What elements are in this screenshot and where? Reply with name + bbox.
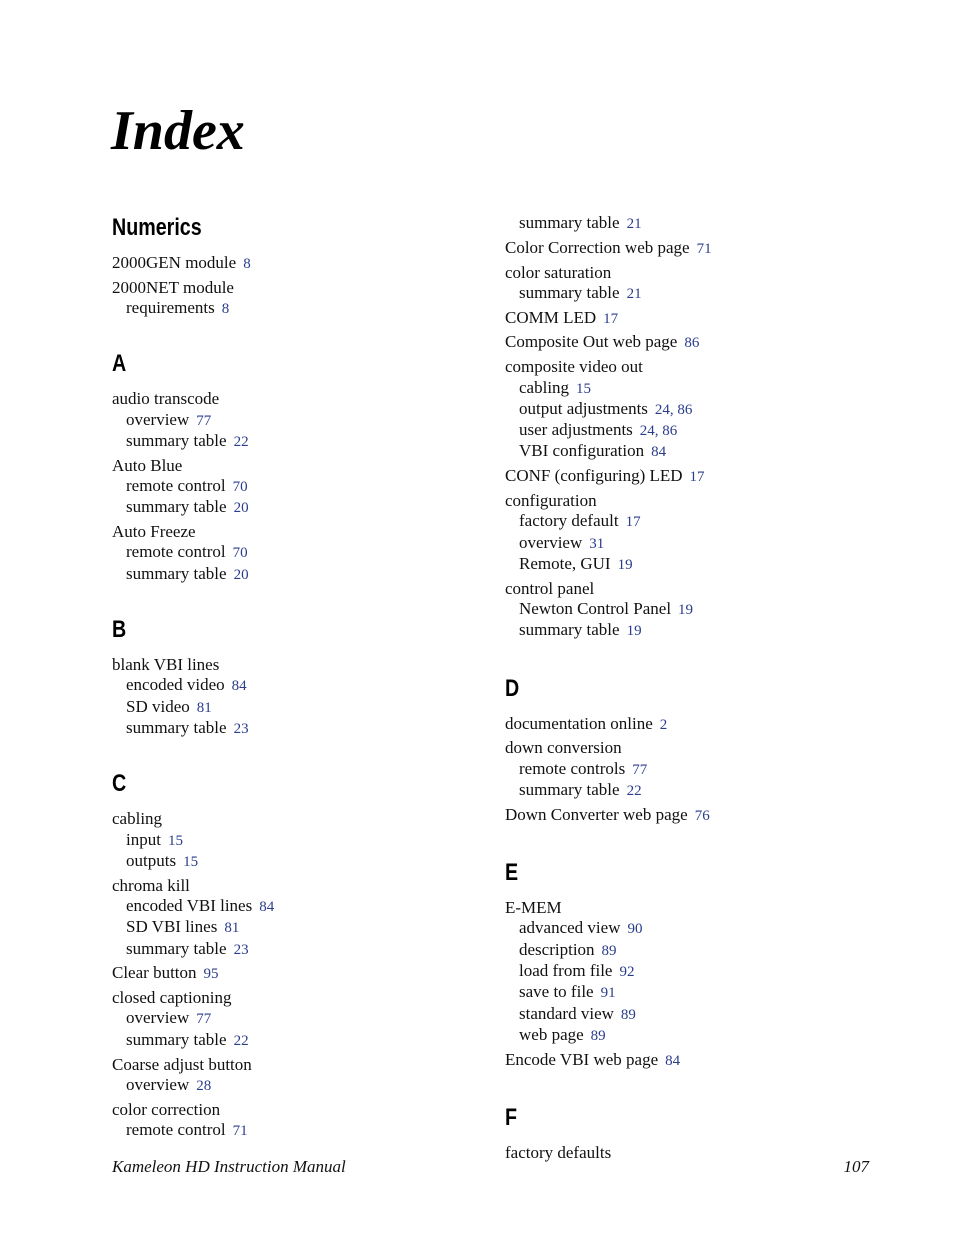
index-term: control panel: [505, 578, 595, 598]
page-reference-link[interactable]: 24, 86: [654, 401, 693, 418]
index-subentry: [112, 697, 472, 718]
page-reference-link[interactable]: 21: [626, 216, 642, 232]
index-section: [505, 674, 865, 826]
section-letter-heading: D: [505, 674, 520, 702]
index-subentry: [505, 283, 865, 304]
index-term: configuration: [505, 491, 597, 511]
index-term: remote control: [126, 1119, 226, 1139]
index-subentry: [112, 542, 472, 563]
section-letter-heading: F: [505, 1104, 518, 1131]
page-reference-link[interactable]: 22: [233, 1032, 249, 1049]
index-subentry: [112, 1075, 472, 1096]
page-reference-link[interactable]: 19: [626, 623, 642, 640]
index-subentry: [112, 718, 472, 739]
index-term: composite video out: [505, 357, 643, 377]
page-reference-link[interactable]: 86: [684, 335, 700, 352]
index-subentry: [112, 830, 472, 851]
page-reference-link[interactable]: 17: [603, 310, 619, 327]
index-term: summary table: [126, 717, 227, 737]
index-entry: [505, 898, 865, 918]
page-reference-link[interactable]: 15: [576, 380, 592, 397]
index-entry: [505, 738, 865, 758]
page-reference-link[interactable]: 2: [659, 716, 668, 733]
index-subentry: [505, 378, 865, 399]
index-entry: [505, 579, 865, 599]
index-entry: [112, 456, 472, 476]
index-section: [505, 858, 865, 1071]
index-subentry: [505, 554, 865, 575]
footer-manual-title: Kameleon HD Instruction Manual: [112, 1157, 346, 1176]
index-term: SD video: [126, 696, 190, 716]
index-term: encoded video: [126, 675, 225, 695]
index-term: description: [519, 939, 595, 959]
index-entry: [112, 1100, 472, 1120]
index-subentry: [112, 896, 472, 917]
index-entry: [112, 389, 472, 409]
index-term: summary table: [519, 780, 620, 800]
page-reference-link[interactable]: 22: [233, 433, 249, 450]
index-entry: [112, 988, 472, 1008]
index-term: E-MEM: [505, 898, 562, 918]
page-reference-link[interactable]: 17: [625, 514, 641, 531]
index-entry: [112, 1055, 472, 1075]
index-term: Remote, GUI: [519, 553, 611, 573]
page-reference-link[interactable]: 28: [196, 1077, 212, 1094]
index-subentry: [112, 939, 472, 960]
page-reference-link[interactable]: 71: [232, 1122, 248, 1139]
footer-page-number: 107: [843, 1157, 869, 1176]
index-term: outputs: [126, 850, 177, 870]
index-column-left: [112, 213, 472, 1141]
index-subentry: [112, 917, 472, 938]
index-term: remote control: [126, 476, 226, 496]
index-term: summary table: [126, 938, 227, 958]
index-subentry: [112, 1120, 472, 1141]
page-reference-link[interactable]: 95: [203, 966, 219, 983]
index-term: summary table: [519, 620, 620, 640]
index-term: Clear button: [112, 963, 197, 983]
index-term: summary table: [126, 563, 227, 583]
index-entry: [112, 655, 472, 675]
page-reference-link[interactable]: 84: [665, 1052, 681, 1069]
index-subentry: [505, 961, 865, 982]
index-term: summary table: [126, 1029, 227, 1049]
section-letter-heading: B: [112, 616, 127, 644]
index-term: closed captioning: [112, 988, 232, 1008]
index-entry: [112, 809, 472, 829]
page-reference-link[interactable]: 92: [619, 964, 635, 981]
page-reference-link[interactable]: 17: [689, 469, 705, 486]
index-term: Auto Freeze: [112, 522, 196, 542]
index-term: Encode VBI web page: [505, 1049, 659, 1069]
page-reference-link[interactable]: 76: [694, 807, 710, 824]
index-term: Newton Control Panel: [519, 599, 672, 619]
index-term: overview: [126, 409, 190, 429]
page-reference-link[interactable]: 89: [590, 1027, 606, 1044]
page-reference-link[interactable]: 15: [183, 853, 199, 870]
index-entry: [505, 1143, 865, 1163]
index-entry: [505, 714, 865, 735]
index-term: cabling: [112, 809, 163, 829]
page-reference-link[interactable]: 70: [232, 479, 248, 496]
page-reference-link[interactable]: 23: [233, 941, 249, 958]
index-section: [505, 1103, 865, 1163]
index-subentry: [505, 599, 865, 620]
index-term: cabling: [519, 377, 570, 397]
page-reference-link[interactable]: 84: [651, 444, 667, 461]
index-section: [505, 213, 865, 642]
index-subentry: [112, 431, 472, 452]
index-entry: [505, 357, 865, 377]
index-subentry: [112, 564, 472, 585]
index-entry: [112, 253, 472, 274]
page-reference-link[interactable]: 71: [696, 240, 712, 257]
page-reference-link[interactable]: 15: [167, 832, 183, 849]
index-entry: [505, 308, 865, 329]
index-term: documentation online: [505, 713, 653, 733]
index-term: web page: [519, 1024, 584, 1044]
index-subentry: [112, 1030, 472, 1051]
index-entry: [112, 522, 472, 542]
index-subentry: [505, 533, 865, 554]
page-reference-link[interactable]: 70: [232, 545, 248, 562]
page-reference-link[interactable]: 8: [221, 301, 230, 318]
index-term: audio transcode: [112, 389, 220, 409]
index-entry: [505, 238, 865, 259]
index-term: remote controls: [519, 758, 626, 778]
page-reference-link[interactable]: 19: [617, 556, 633, 573]
page-reference-link[interactable]: 81: [196, 699, 212, 716]
section-letter-heading: A: [112, 350, 127, 378]
page-reference-link[interactable]: 22: [626, 783, 642, 800]
page-reference-link[interactable]: 31: [589, 535, 605, 552]
index-subentry: [505, 620, 865, 641]
index-entry: [112, 876, 472, 896]
index-subentry: [112, 497, 472, 518]
index-subentry: [505, 511, 865, 532]
page-reference-link[interactable]: 77: [632, 761, 648, 778]
index-entry: [505, 1050, 865, 1071]
index-term: down conversion: [505, 738, 622, 758]
index-term: input: [126, 829, 161, 849]
section-letter-heading: E: [505, 859, 519, 887]
page-reference-link[interactable]: 89: [620, 1006, 636, 1023]
index-term: user adjustments: [519, 420, 633, 440]
index-term: advanced view: [519, 918, 621, 938]
index-subentry: [112, 675, 472, 696]
index-subentry: [112, 476, 472, 497]
index-term: overview: [126, 1074, 190, 1094]
index-term: 2000NET module: [112, 277, 234, 297]
page-reference-link[interactable]: 81: [224, 920, 240, 937]
index-term: 2000GEN module: [112, 253, 237, 272]
index-section: [112, 615, 472, 739]
index-term: load from file: [519, 961, 613, 981]
index-term: summary table: [519, 282, 620, 302]
index-section: [112, 213, 472, 319]
page-reference-link[interactable]: 84: [231, 678, 247, 695]
index-term: blank VBI lines: [112, 655, 220, 675]
index-subentry: [505, 759, 865, 780]
page-reference-link[interactable]: 89: [601, 942, 617, 959]
section-letter-heading: Numerics: [112, 214, 202, 241]
index-term: Down Converter web page: [505, 804, 688, 824]
index-subentry: [505, 918, 865, 939]
index-subentry: [505, 441, 865, 462]
page-reference-link[interactable]: 20: [233, 500, 249, 517]
index-subentry: [505, 780, 865, 801]
index-term: remote control: [126, 542, 226, 562]
index-subentry: [112, 298, 472, 319]
section-letter-heading: C: [112, 770, 127, 798]
index-term: VBI configuration: [519, 441, 645, 461]
index-term: color saturation: [505, 262, 612, 282]
index-entry: [505, 805, 865, 826]
index-term: chroma kill: [112, 875, 190, 895]
page-reference-link[interactable]: 77: [196, 1011, 212, 1028]
page-reference-link[interactable]: 91: [600, 985, 616, 1002]
page-reference-link[interactable]: 23: [233, 720, 249, 737]
index-subentry: [505, 399, 865, 420]
page-reference-link[interactable]: 24, 86: [639, 423, 678, 440]
index-term: COMM LED: [505, 307, 597, 327]
index-term: summary table: [126, 497, 227, 517]
page-reference-link[interactable]: 21: [626, 285, 642, 302]
index-entry: [505, 263, 865, 283]
index-entry: [505, 332, 865, 353]
index-section: [112, 349, 472, 585]
index-subentry: [505, 940, 865, 961]
index-term: overview: [126, 1008, 190, 1028]
page-reference-link[interactable]: 8: [243, 256, 251, 272]
index-subentry: [112, 410, 472, 431]
index-subentry: [505, 1004, 865, 1025]
index-entry: [505, 491, 865, 511]
page-title: Index: [111, 100, 245, 162]
index-term: CONF (configuring) LED: [505, 466, 683, 486]
index-term: requirements: [126, 298, 215, 318]
index-term: summary table: [126, 430, 227, 450]
index-term: SD VBI lines: [126, 917, 218, 937]
index-term: Auto Blue: [112, 455, 183, 475]
index-subentry: [112, 851, 472, 872]
index-column-right: [505, 213, 865, 1163]
index-subentry: [505, 213, 865, 234]
index-subentry: [505, 1025, 865, 1046]
index-subentry: [112, 1008, 472, 1029]
index-term: factory defaults: [505, 1143, 612, 1162]
index-term: summary table: [519, 213, 620, 232]
index-term: standard view: [519, 1003, 614, 1023]
page-reference-link[interactable]: 19: [678, 602, 694, 619]
index-term: output adjustments: [519, 398, 648, 418]
index-term: factory default: [519, 511, 619, 531]
index-term: encoded VBI lines: [126, 895, 253, 915]
index-term: save to file: [519, 982, 594, 1002]
index-subentry: [505, 420, 865, 441]
index-term: Color Correction web page: [505, 237, 690, 257]
index-term: color correction: [112, 1099, 221, 1119]
index-section: [112, 769, 472, 1141]
page-reference-link[interactable]: 77: [196, 412, 212, 429]
index-term: overview: [519, 532, 583, 552]
index-term: Composite Out web page: [505, 332, 678, 352]
index-term: Coarse adjust button: [112, 1054, 252, 1074]
index-entry: [505, 466, 865, 487]
index-entry: [112, 963, 472, 984]
index-entry: [112, 278, 472, 298]
page-reference-link[interactable]: 90: [627, 921, 643, 938]
page-reference-link[interactable]: 84: [259, 898, 275, 915]
page-reference-link[interactable]: 20: [233, 566, 249, 583]
index-subentry: [505, 982, 865, 1003]
